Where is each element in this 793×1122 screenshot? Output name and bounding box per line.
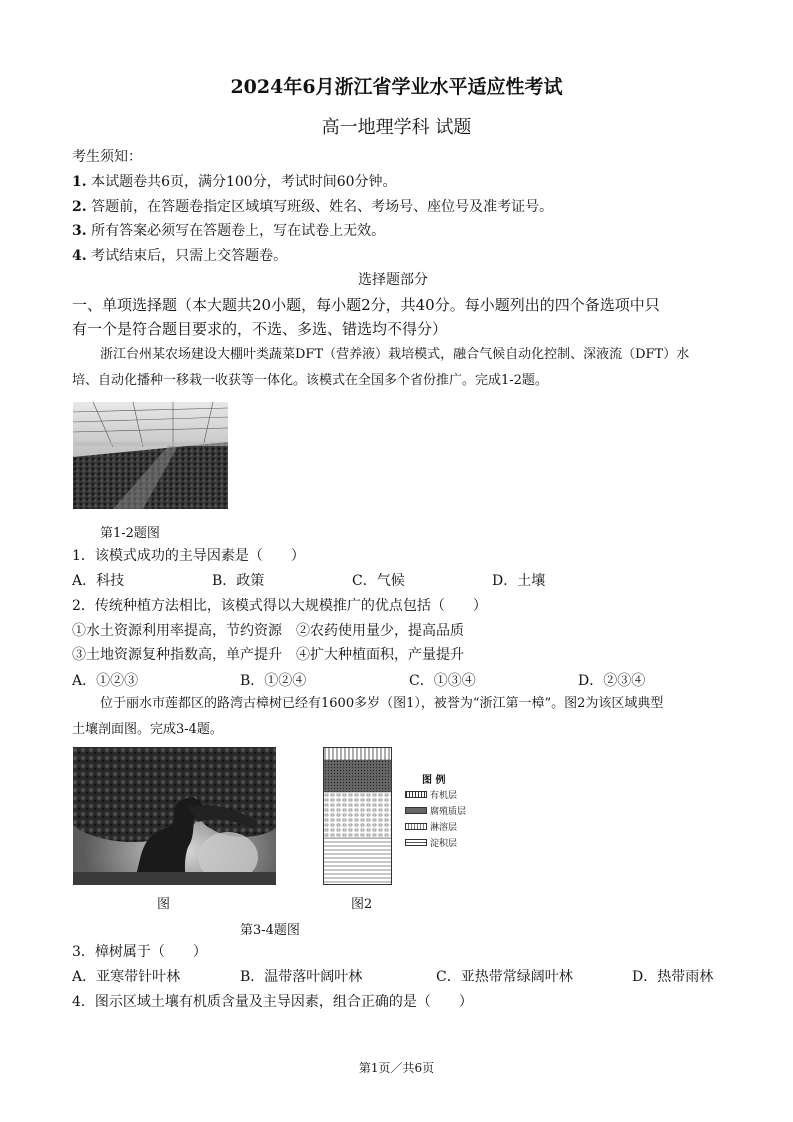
notice-item-1 (72, 175, 397, 189)
soil-profile-diagram (323, 747, 392, 885)
section-intro-line2: 有一个是符合题目要求的，不选、多选、错选均不得分） (72, 320, 448, 338)
camphor-tree-illustration (73, 747, 276, 885)
passage2-line2: 土壤剖面图。完成3-4题。 (72, 722, 223, 737)
q3-option-c: C．亚热带常绿阔叶林 (436, 969, 573, 985)
q2-stem: 2．传统种植方法相比，该模式得以大规模推广的优点包括（ ） (72, 598, 487, 614)
figure-caption-3-4: 第3-4题图 (240, 923, 300, 938)
legend-item-organic (405, 788, 457, 801)
page-number: 第1页／共6页 (358, 1061, 435, 1075)
q3-option-d: D．热带雨林 (632, 969, 714, 985)
passage1-line1: 浙江台州某农场建设大棚叶类蔬菜DFT（营养液）栽培模式，融合气候自动化控制、深液流（DFT）水 (100, 347, 690, 362)
q3-stem: 3．樟树属于（ ） (72, 944, 207, 960)
legend-title: 图 例 (422, 775, 446, 786)
exam-title: 2024年6月浙江省学业水平适应性考试 (230, 76, 563, 98)
q2-option-b: B．①②④ (240, 673, 307, 689)
legend-label: 淀积层 (430, 839, 458, 849)
camphor-tree-photo (73, 747, 276, 885)
legend-item-humus (405, 804, 466, 817)
section-heading: 选择题部分 (358, 272, 428, 288)
q2-statement-line2: ③土地资源复种指数高，单产提升 ④扩大种植面积，产量提升 (72, 647, 464, 663)
notice-item-num: 2. (72, 199, 87, 215)
notice-item-text: 所有答案必须写在答题卷上，写在试卷上无效。 (91, 223, 386, 239)
q1-option-c: C．气候 (352, 573, 405, 589)
notice-item-4 (72, 249, 287, 263)
section-intro-line1: 一、单项选择题（本大题共20小题，每小题2分，共40分。每小题列出的四个备选项中只 (72, 296, 660, 314)
q2-statement-line1: ①水土资源利用率提高，节约资源 ②农药使用量少，提高品质 (72, 623, 464, 639)
greenhouse-illustration (73, 402, 228, 509)
q3-option-b: B．温带落叶阔叶林 (240, 969, 363, 985)
q2-option-a: A．①②③ (72, 673, 139, 689)
legend-swatch (405, 807, 427, 814)
passage2-line1: 位于丽水市莲都区的路湾古樟树已经有1600多岁（图1），被誉为“浙江第一樟”。图2为该区域典型 (100, 696, 664, 711)
notice-heading: 考生须知： (72, 149, 142, 165)
fig2-caption: 图2 (351, 897, 373, 912)
q3-option-a: A．亚寒带针叶林 (72, 969, 181, 985)
q4-stem: 4．图示区域土壤有机质含量及主导因素，组合正确的是（ ） (72, 994, 473, 1010)
notice-item-num: 4. (72, 248, 87, 264)
greenhouse-photo (73, 402, 228, 509)
legend-label: 腐殖质层 (430, 807, 467, 817)
notice-item-text: 考试结束后，只需上交答题卷。 (91, 248, 288, 264)
legend-swatch (405, 823, 427, 830)
q1-option-a: A．科技 (72, 573, 125, 589)
q1-option-b: B．政策 (212, 573, 265, 589)
notice-item-text: 答题前，在答题卷指定区域填写班级、姓名、考场号、座位号及准考证号。 (91, 199, 554, 215)
notice-item-num: 1. (72, 174, 87, 190)
legend-label: 有机层 (430, 791, 458, 801)
figure-caption-1-2: 第1-2题图 (100, 526, 160, 541)
notice-item-3 (72, 224, 385, 238)
notice-item-2 (72, 200, 553, 214)
q1-stem: 1．该模式成功的主导因素是（ ） (72, 548, 305, 564)
soil-profile-illustration (324, 748, 391, 884)
legend-swatch (405, 791, 427, 798)
legend-swatch (405, 839, 427, 846)
passage1-line2: 培、自动化播种一移栽一收获等一体化。该模式在全国多个省份推广。完成1-2题。 (72, 373, 548, 388)
fig1-caption: 图 (157, 897, 171, 912)
q2-option-c: C．①③④ (409, 673, 476, 689)
q1-option-d: D．土壤 (492, 573, 546, 589)
legend-label: 淋溶层 (430, 823, 458, 833)
notice-item-num: 3. (72, 223, 87, 239)
legend-item-illuviation (405, 836, 457, 849)
notice-item-text: 本试题卷共6页，满分100分，考试时间60分钟。 (91, 174, 397, 190)
legend-item-eluviation (405, 820, 457, 833)
q2-option-d: D．②③④ (578, 673, 646, 689)
exam-subtitle: 高一地理学科 试题 (321, 117, 472, 138)
